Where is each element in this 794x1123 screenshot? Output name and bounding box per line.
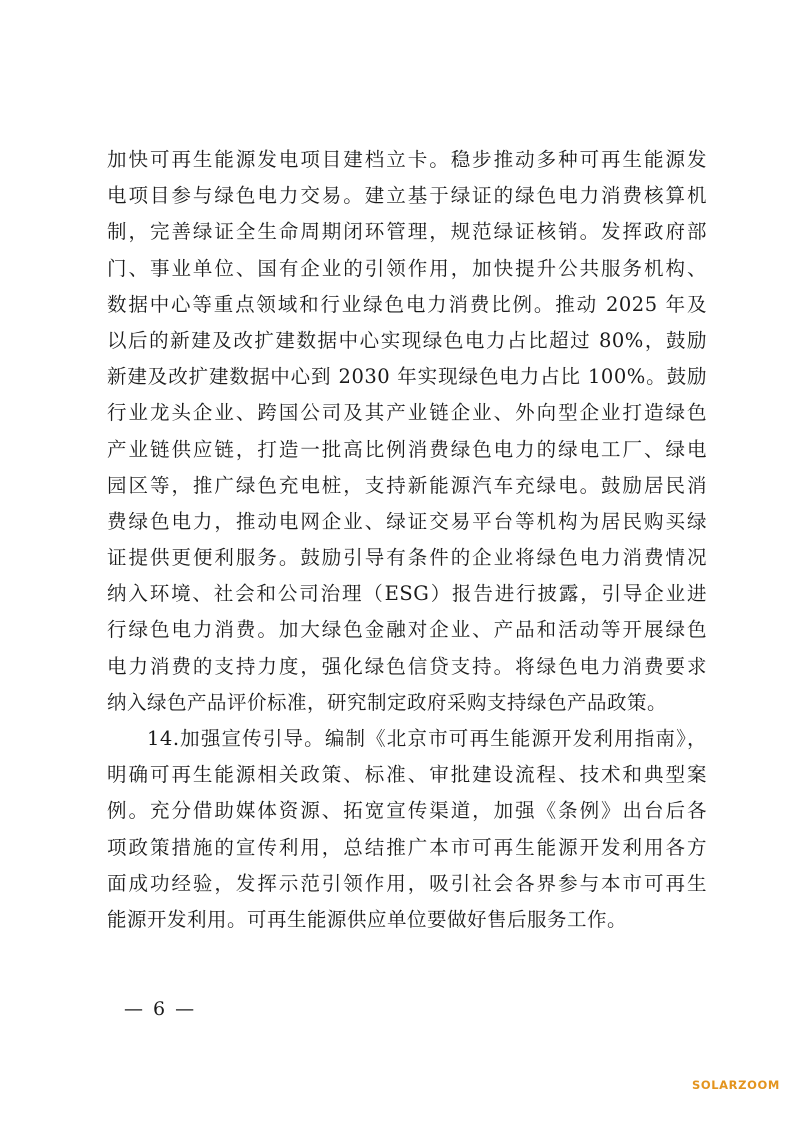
text-line: 行绿色电力消费。加大绿色金融对企业、产品和活动等开展绿色 bbox=[107, 618, 707, 642]
text-line: 面成功经验，发挥示范引领作用，吸引社会各界参与本市可再生 bbox=[107, 871, 707, 895]
paragraph-publicity-guidance bbox=[107, 721, 707, 938]
text-line: 电力消费的支持力度，强化绿色信贷支持。将绿色电力消费要求 bbox=[107, 654, 707, 678]
text-line: 明确可再生能源相关政策、标准、审批建设流程、技术和典型案 bbox=[107, 763, 707, 787]
page-number: — 6 — bbox=[124, 998, 197, 1020]
text-line: 电项目参与绿色电力交易。建立基于绿证的绿色电力消费核算机 bbox=[107, 184, 707, 208]
text-line: 园区等，推广绿色充电桩，支持新能源汽车充绿电。鼓励居民消 bbox=[107, 473, 707, 497]
text-line: 以后的新建及改扩建数据中心实现绿色电力占比超过 80%，鼓励 bbox=[107, 328, 707, 352]
text-line: 新建及改扩建数据中心到 2030 年实现绿色电力占比 100%。鼓励 bbox=[107, 365, 707, 389]
paragraph-green-electricity bbox=[107, 142, 707, 721]
text-line: 例。充分借助媒体资源、拓宽宣传渠道，加强《条例》出台后各 bbox=[107, 799, 707, 823]
section-heading-line: 14.加强宣传引导。编制《北京市可再生能源开发利用指南》， bbox=[147, 727, 707, 750]
text-line: 项政策措施的宣传利用，总结推广本市可再生能源开发利用各方 bbox=[107, 835, 707, 859]
text-line: 门、事业单位、国有企业的引领作用，加快提升公共服务机构、 bbox=[107, 256, 707, 280]
text-line: 能源开发利用。可再生能源供应单位要做好售后服务工作。 bbox=[107, 907, 628, 931]
text-line: 产业链供应链，打造一批高比例消费绿色电力的绿电工厂、绿电 bbox=[107, 437, 707, 461]
text-line: 制，完善绿证全生命周期闭环管理，规范绿证核销。发挥政府部 bbox=[107, 220, 707, 244]
text-line: 行业龙头企业、跨国公司及其产业链企业、外向型企业打造绿色 bbox=[107, 401, 707, 425]
text-line: 数据中心等重点领域和行业绿色电力消费比例。推动 2025 年及 bbox=[107, 292, 707, 316]
text-line: 费绿色电力，推动电网企业、绿证交易平台等机构为居民购买绿 bbox=[107, 509, 707, 533]
text-line: 纳入环境、社会和公司治理（ESG）报告进行披露，引导企业进 bbox=[107, 582, 707, 606]
text-line: 纳入绿色产品评价标准，研究制定政府采购支持绿色产品政策。 bbox=[107, 690, 668, 714]
watermark-logo: SOLARZOOM bbox=[692, 1078, 780, 1092]
text-line: 证提供更便利服务。鼓励引导有条件的企业将绿色电力消费情况 bbox=[107, 546, 707, 570]
text-line: 加快可再生能源发电项目建档立卡。稳步推动多种可再生能源发 bbox=[107, 148, 707, 171]
document-body bbox=[107, 142, 707, 938]
